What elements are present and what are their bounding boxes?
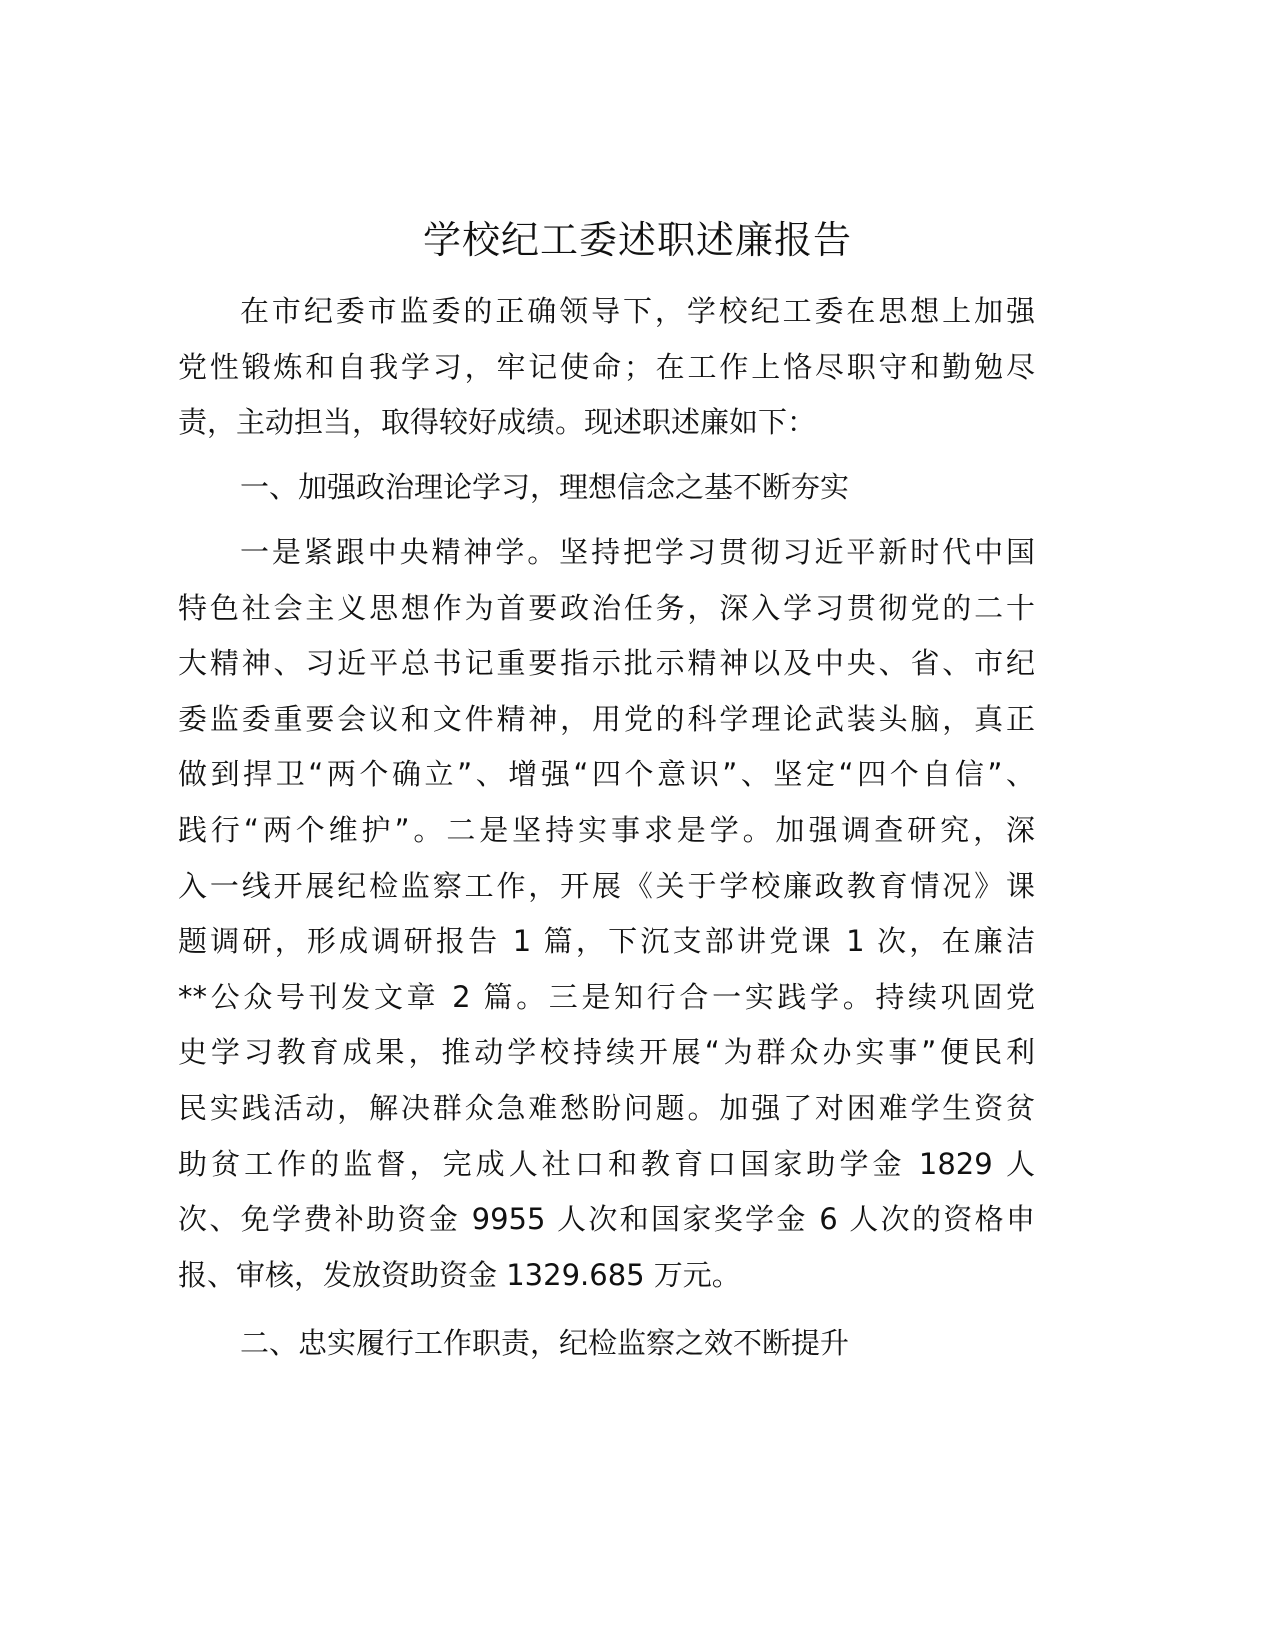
text-line: 史学习教育成果，推动学校持续开展“为群众办实事”便民利 <box>178 1035 1035 1070</box>
text-line: 次、免学费补助资金 9955 人次和国家奖学金 6 人次的资格申 <box>178 1202 1035 1237</box>
text-line: 一是紧跟中央精神学。坚持把学习贯彻习近平新时代中国 <box>240 535 1035 569</box>
text-line: 入一线开展纪检监察工作，开展《关于学校廉政教育情况》课 <box>178 868 1035 903</box>
text-line: 做到捍卫“两个确立”、增强“四个意识”、坚定“四个自信”、 <box>178 757 1035 792</box>
section-heading-2 <box>178 1316 1035 1372</box>
text-line: 特色社会主义思想作为首要政治任务，深入学习贯彻党的二十 <box>178 590 1035 625</box>
text-line: 大精神、习近平总书记重要指示批示精神以及中央、省、市纪 <box>178 646 1035 681</box>
text-line: 题调研，形成调研报告 1 篇，下沉支部讲党课 1 次，在廉洁 <box>178 924 1035 959</box>
text-line: 在市纪委市监委的正确领导下，学校纪工委在思想上加强 <box>240 294 1035 328</box>
body-paragraph <box>178 525 1035 1303</box>
intro-paragraph <box>178 284 1035 451</box>
text-line: 责，主动担当，取得较好成绩。现述职述廉如下： <box>178 405 817 440</box>
section-heading-1 <box>178 460 1035 516</box>
text-line: 践行“两个维护”。二是坚持实事求是学。加强调查研究，深 <box>178 812 1035 847</box>
text-line: **公众号刊发文章 2 篇。三是知行合一实践学。持续巩固党 <box>178 979 1035 1014</box>
text-line: 一、加强政治理论学习，理想信念之基不断夯实 <box>240 470 850 504</box>
text-line: 报、审核，发放资助资金 1329.685 万元。 <box>178 1257 741 1292</box>
text-line: 助贫工作的监督，完成人社口和教育口国家助学金 1829 人 <box>178 1146 1035 1181</box>
text-line: 党性锻炼和自我学习，牢记使命；在工作上恪尽职守和勤勉尽 <box>178 349 1035 384</box>
text-line: 委监委重要会议和文件精神，用党的科学理论武装头脑，真正 <box>178 701 1035 736</box>
document-title: 学校纪工委述职述廉报告 <box>422 218 852 262</box>
text-line: 二、忠实履行工作职责，纪检监察之效不断提升 <box>240 1326 850 1360</box>
text-line: 民实践活动，解决群众急难愁盼问题。加强了对困难学生资贫 <box>178 1090 1035 1125</box>
